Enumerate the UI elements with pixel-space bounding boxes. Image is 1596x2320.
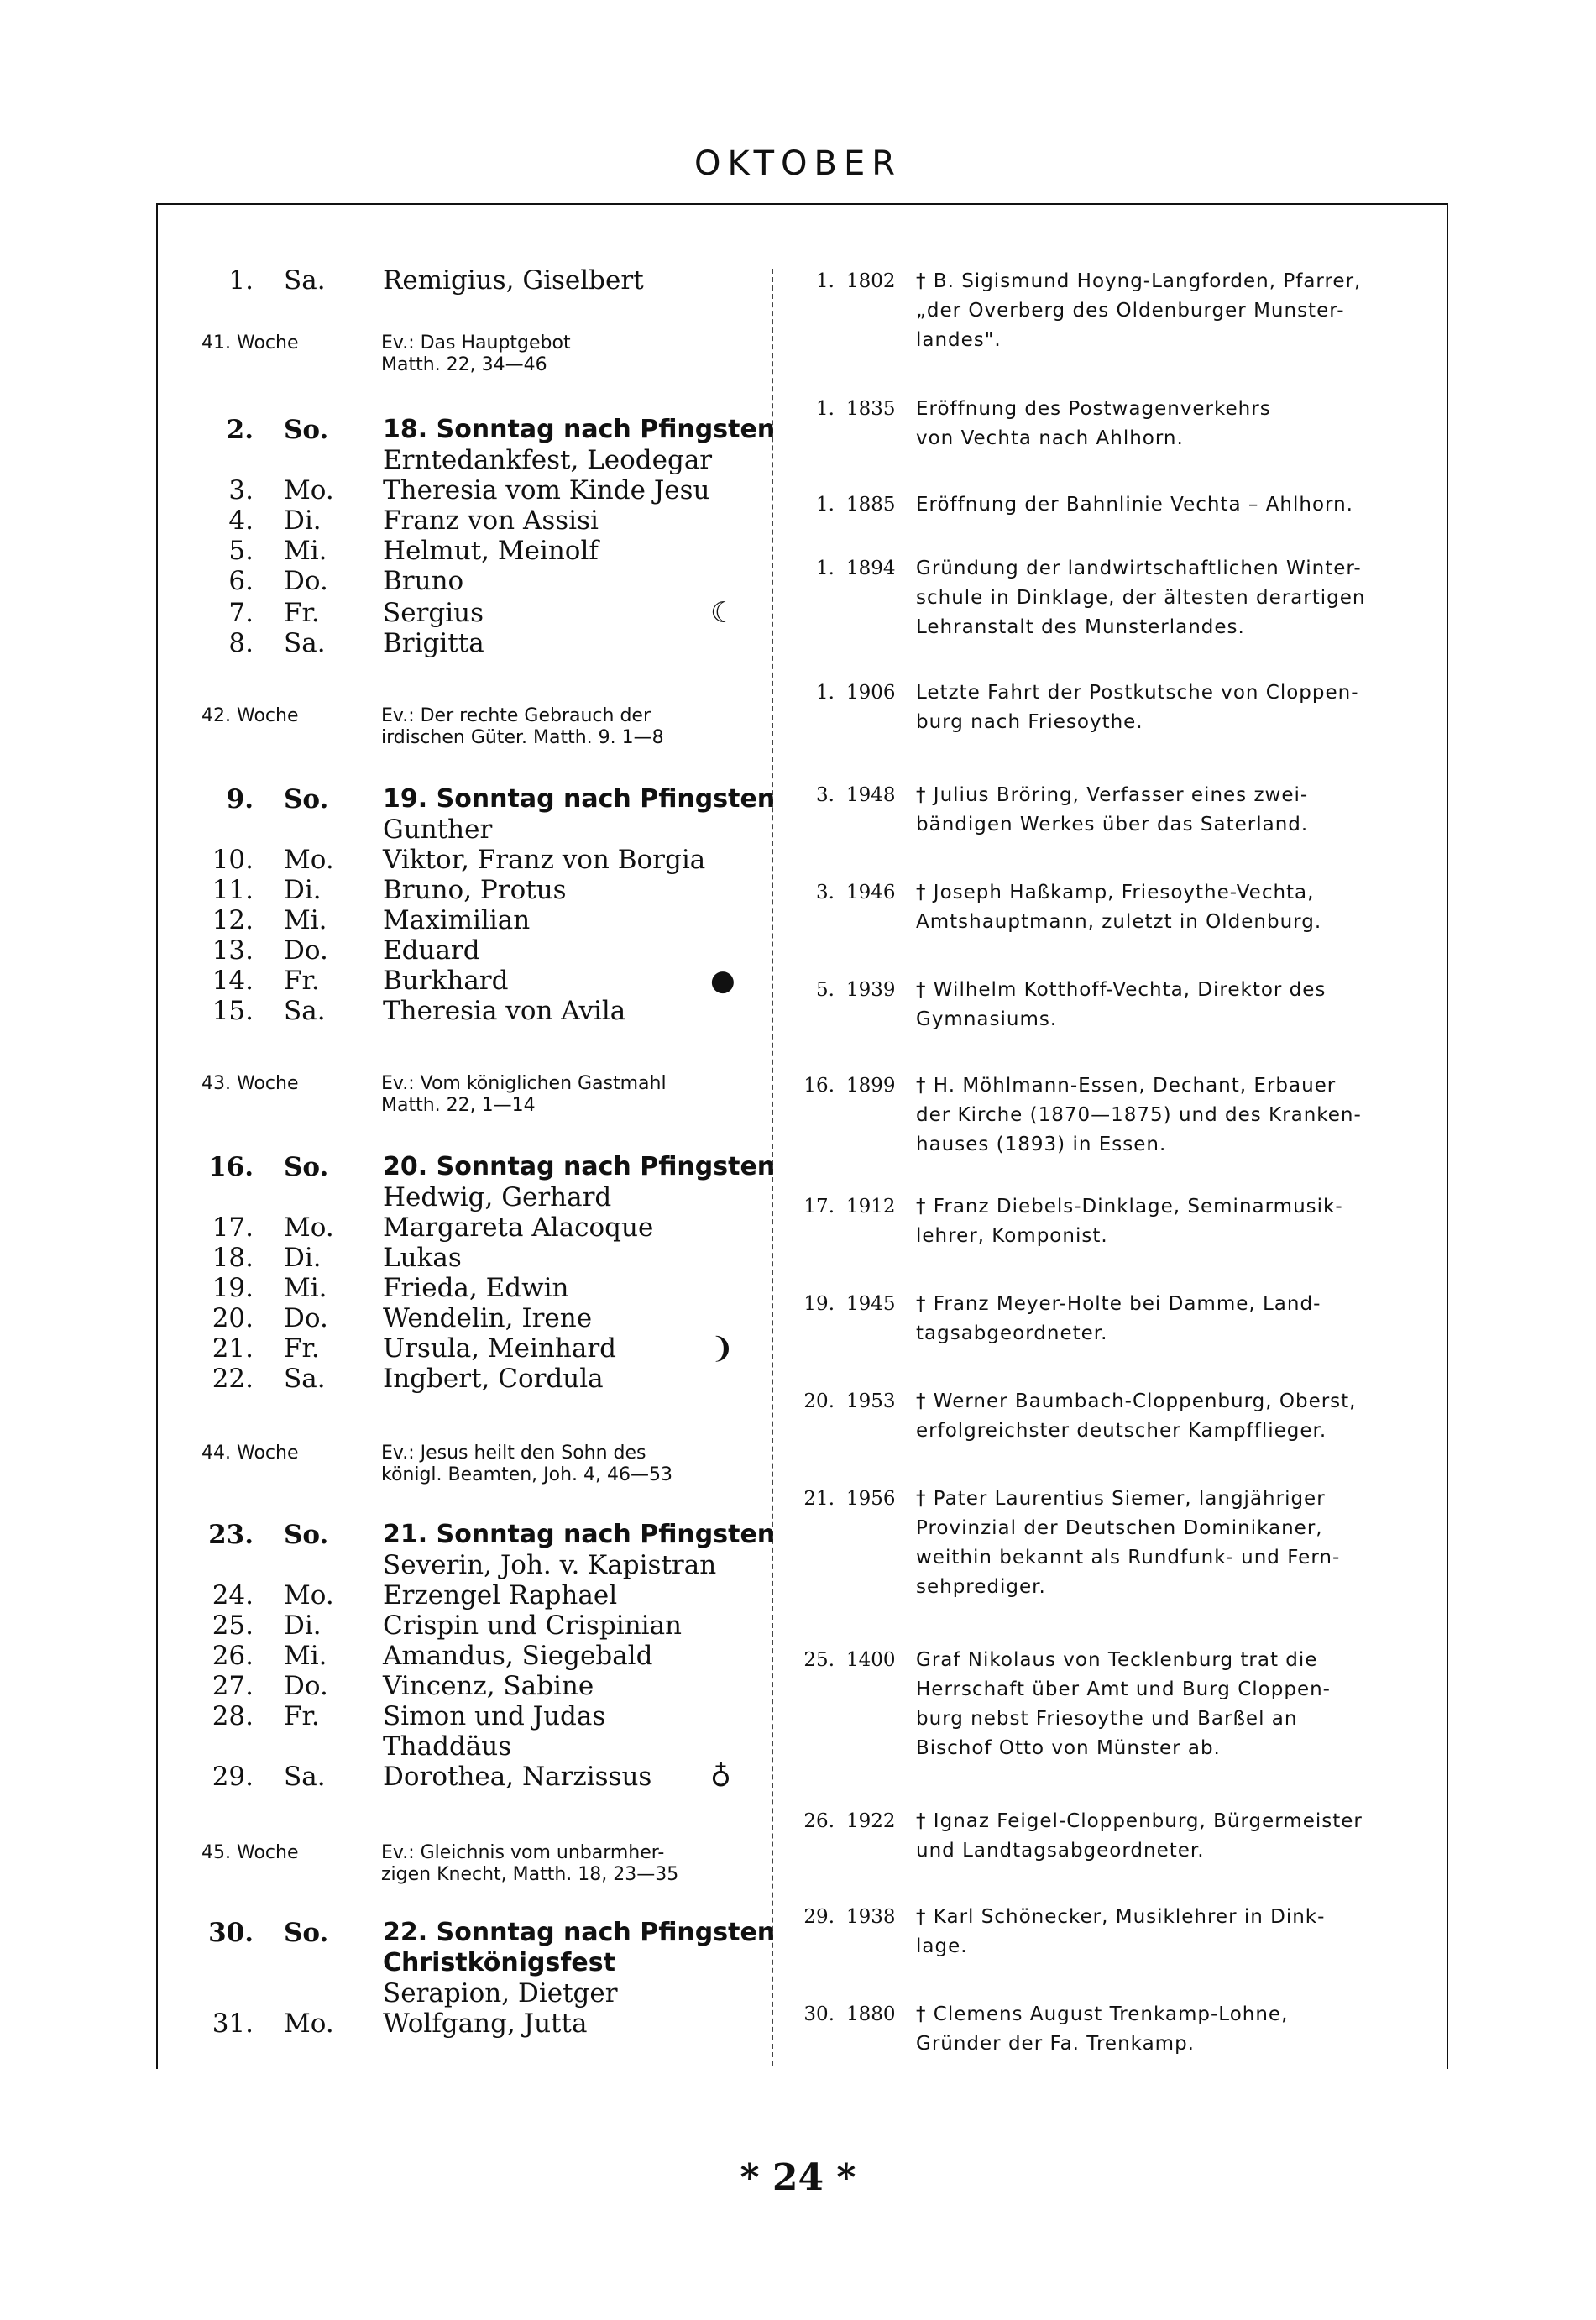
entry-year: 1956: [846, 1488, 896, 1510]
saint-name: Thaddäus: [383, 1731, 512, 1762]
entry-day: 1.: [816, 270, 835, 292]
weekday: Di.: [284, 505, 322, 536]
day-row: [193, 1152, 776, 1182]
day-row: [193, 475, 764, 505]
day-row: [193, 1580, 764, 1610]
moon-phase-icon: ●: [710, 964, 735, 998]
weekday: Mo.: [284, 845, 334, 875]
weekday: Sa.: [284, 1762, 326, 1792]
day-row: [193, 628, 764, 658]
weekday: Mi.: [284, 536, 327, 566]
day-row: [193, 1701, 764, 1731]
day-number: 22.: [212, 1364, 254, 1394]
day-number: 16.: [208, 1152, 254, 1182]
saint-name: Brigitta: [383, 628, 484, 658]
day-number: 27.: [212, 1671, 254, 1701]
saint-name: Helmut, Meinolf: [383, 536, 599, 566]
entry-text: Eröffnung des Postwagenverkehrs von Vechta nach Ahlhorn.: [916, 398, 1271, 449]
day-number: 21.: [212, 1333, 254, 1364]
weekday: Fr.: [284, 598, 320, 628]
day-number: 31.: [212, 2008, 254, 2039]
day-row: [193, 1243, 764, 1273]
saint-name: Franz von Assisi: [383, 505, 599, 536]
saint-name: 20. Sonntag nach Pfingsten: [383, 1152, 776, 1181]
entry-text: † Clemens August Trenkamp-Lohne, Gründer der Fa. Trenkamp.: [916, 2003, 1289, 2055]
weekday: Mi.: [284, 1641, 327, 1671]
day-row: [193, 1273, 764, 1303]
gospel-reference: Ev.: Vom königlichen Gastmahl Matth. 22, 1—14: [381, 1073, 667, 1116]
day-row: [193, 1550, 764, 1580]
entry-day: 29.: [803, 1906, 835, 1928]
entry-day: 1.: [816, 494, 835, 516]
entry-day: 19.: [803, 1293, 835, 1315]
saint-name: 22. Sonntag nach Pfingsten: [383, 1918, 776, 1947]
saint-name: Maximilian: [383, 905, 531, 935]
entry-text: † Franz Diebels-Dinklage, Seminarmusik- lehrer, Komponist.: [916, 1196, 1343, 1247]
day-row: [193, 505, 764, 536]
saint-name: Christkönigsfest: [383, 1948, 615, 1977]
saint-name: Wolfgang, Jutta: [383, 2008, 588, 2039]
day-number: 23.: [208, 1520, 254, 1550]
weekday: Mi.: [284, 905, 327, 935]
weekday: So.: [284, 1918, 329, 1948]
entry-text: † H. Möhlmann-Essen, Dechant, Erbauer der Kirche (1870—1875) und des Kranken- hauses (1893) in Essen.: [916, 1075, 1362, 1155]
weekday: So.: [284, 784, 329, 814]
day-row: [193, 935, 764, 966]
saint-name: 18. Sonntag nach Pfingsten: [383, 415, 776, 444]
saint-name: Amandus, Siegebald: [383, 1641, 653, 1671]
entry-text: Graf Nikolaus von Tecklenburg trat die Herrschaft über Amt und Burg Cloppen- burg nebst Friesoythe und Barßel an Bischof Otto von Münster ab.: [916, 1649, 1331, 1759]
day-row: [193, 1610, 764, 1641]
day-row: [193, 1762, 764, 1792]
saint-name: Wendelin, Irene: [383, 1303, 593, 1333]
page-number: * 24 *: [740, 2156, 856, 2199]
moon-phase-icon: ❩: [710, 1332, 735, 1365]
saint-name: Ursula, Meinhard: [383, 1333, 617, 1364]
day-number: 2.: [226, 415, 254, 445]
entry-year: 1880: [846, 2003, 896, 2025]
day-number: 3.: [228, 475, 254, 505]
day-row: [193, 1731, 764, 1762]
entry-text: Letzte Fahrt der Postkutsche von Cloppen- burg nach Friesoythe.: [916, 682, 1359, 733]
day-row: [193, 845, 764, 875]
weekday: Mo.: [284, 475, 334, 505]
saint-name: Crispin und Crispinian: [383, 1610, 683, 1641]
day-number: 12.: [212, 905, 254, 935]
entry-year: 1885: [846, 494, 896, 516]
saint-name: Erntedankfest, Leodegar: [383, 445, 713, 475]
entry-day: 16.: [803, 1075, 835, 1097]
weekday: So.: [284, 1520, 329, 1550]
day-row: [193, 1978, 764, 2008]
day-row: [193, 875, 764, 905]
moon-phase-icon: ☾: [710, 596, 736, 630]
day-number: 6.: [228, 566, 254, 596]
gospel-reference: Ev.: Der rechte Gebrauch der irdischen Güter. Matth. 9. 1—8: [381, 705, 664, 748]
entry-text: Eröffnung der Bahnlinie Vechta – Ahlhorn.: [916, 494, 1353, 516]
day-number: 18.: [212, 1243, 254, 1273]
weekday: Do.: [284, 1671, 328, 1701]
weekday: Mo.: [284, 1580, 334, 1610]
week-label: 43. Woche: [201, 1073, 299, 1094]
day-number: 5.: [228, 536, 254, 566]
day-number: 10.: [212, 845, 254, 875]
saint-name: Bruno, Protus: [383, 875, 567, 905]
saint-name: Gunther: [383, 814, 493, 845]
day-row: [193, 598, 764, 628]
day-number: 30.: [208, 1918, 254, 1948]
entry-text: † Joseph Haßkamp, Friesoythe-Vechta, Amtshauptmann, zuletzt in Oldenburg.: [916, 882, 1322, 933]
weekday: Di.: [284, 875, 322, 905]
weekday: Sa.: [284, 1364, 326, 1394]
entry-text: † Karl Schönecker, Musiklehrer in Dink- lage.: [916, 1906, 1326, 1957]
day-row: [193, 996, 764, 1026]
moon-phase-icon: ♁: [710, 1760, 731, 1794]
day-number: 29.: [212, 1762, 254, 1792]
weekday: Do.: [284, 1303, 328, 1333]
entry-year: 1912: [846, 1196, 896, 1218]
day-row: [193, 2008, 764, 2039]
entry-text: † Julius Bröring, Verfasser eines zwei- bändigen Werkes über das Saterland.: [916, 784, 1309, 835]
gospel-reference: Ev.: Jesus heilt den Sohn des königl. Beamten, Joh. 4, 46—53: [381, 1443, 673, 1485]
day-row: [193, 1671, 764, 1701]
saint-name: Simon und Judas: [383, 1701, 606, 1731]
week-label: 42. Woche: [201, 705, 299, 726]
entry-text: † Pater Laurentius Siemer, langjähriger Provinzial der Deutschen Dominikaner, weithin bekannt als Rundfunk- und Fern- sehprediger.: [916, 1488, 1341, 1598]
day-row: [193, 1182, 764, 1212]
day-row: [193, 905, 764, 935]
entry-day: 25.: [803, 1649, 835, 1671]
saint-name: Frieda, Edwin: [383, 1273, 569, 1303]
weekday: Mo.: [284, 1212, 334, 1243]
saint-name: 21. Sonntag nach Pfingsten: [383, 1520, 776, 1549]
saint-name: Eduard: [383, 935, 480, 966]
saint-name: Vincenz, Sabine: [383, 1671, 594, 1701]
entry-year: 1946: [846, 882, 896, 903]
weekday: So.: [284, 1152, 329, 1182]
entry-day: 26.: [803, 1810, 835, 1832]
day-number: 14.: [212, 966, 254, 996]
day-number: 25.: [212, 1610, 254, 1641]
entry-day: 20.: [803, 1390, 835, 1412]
weekday: Fr.: [284, 1701, 320, 1731]
weekday: Do.: [284, 566, 328, 596]
saint-name: Bruno: [383, 566, 464, 596]
week-label: 45. Woche: [201, 1842, 299, 1863]
day-number: 15.: [212, 996, 254, 1026]
entry-year: 1939: [846, 979, 896, 1001]
day-row: [193, 784, 776, 814]
weekday: Sa.: [284, 265, 326, 296]
day-row: [193, 415, 776, 445]
weekday: Fr.: [284, 1333, 320, 1364]
saint-name: Hedwig, Gerhard: [383, 1182, 612, 1212]
entry-text: † Franz Meyer-Holte bei Damme, Land- tagsabgeordneter.: [916, 1293, 1321, 1344]
day-number: 28.: [212, 1701, 254, 1731]
weekday: So.: [284, 415, 329, 445]
entry-year: 1948: [846, 784, 896, 806]
day-row: [193, 814, 764, 845]
weekday: Do.: [284, 935, 328, 966]
entry-year: 1945: [846, 1293, 896, 1315]
entry-year: 1899: [846, 1075, 896, 1097]
day-row: [193, 1333, 764, 1364]
entry-year: 1802: [846, 270, 896, 292]
entry-day: 17.: [803, 1196, 835, 1218]
gospel-reference: Ev.: Gleichnis vom unbarmher- zigen Knecht, Matth. 18, 23—35: [381, 1842, 679, 1885]
page-title: OKTOBER: [693, 144, 903, 183]
entry-day: 30.: [803, 2003, 835, 2025]
day-number: 4.: [228, 505, 254, 536]
entry-text: † Wilhelm Kotthoff-Vechta, Direktor des Gymnasiums.: [916, 979, 1327, 1030]
day-number: 26.: [212, 1641, 254, 1671]
day-row: [193, 1918, 776, 1948]
day-row: [193, 1641, 764, 1671]
saint-name: Theresia vom Kinde Jesu: [383, 475, 710, 505]
day-row: [193, 1212, 764, 1243]
day-row: [193, 566, 764, 596]
day-row: [193, 1303, 764, 1333]
day-row: [193, 445, 764, 475]
day-row: [193, 265, 764, 296]
saint-name: Severin, Joh. v. Kapistran: [383, 1550, 717, 1580]
entry-text: Gründung der landwirtschaftlichen Winter- schule in Dinklage, der ältesten derartigen Lehranstalt des Munsterlandes.: [916, 558, 1366, 638]
saint-name: Theresia von Avila: [383, 996, 626, 1026]
saint-name: Erzengel Raphael: [383, 1580, 618, 1610]
entry-day: 21.: [803, 1488, 835, 1510]
day-number: 7.: [228, 598, 254, 628]
day-number: 11.: [212, 875, 254, 905]
entry-year: 1953: [846, 1390, 896, 1412]
entry-year: 1938: [846, 1906, 896, 1928]
day-number: 1.: [228, 265, 254, 296]
entry-text: † Werner Baumbach-Cloppenburg, Oberst, erfolgreichster deutscher Kampfflieger.: [916, 1390, 1357, 1442]
day-row: [193, 1948, 764, 1978]
weekday: Sa.: [284, 996, 326, 1026]
saint-name: 19. Sonntag nach Pfingsten: [383, 784, 776, 814]
weekday: Mo.: [284, 2008, 334, 2039]
day-row: [193, 1364, 764, 1394]
entry-text: † B. Sigismund Hoyng-Langforden, Pfarrer, „der Overberg des Oldenburger Munster- landes".: [916, 270, 1362, 351]
entry-year: 1906: [846, 682, 896, 704]
weekday: Mi.: [284, 1273, 327, 1303]
day-number: 17.: [212, 1212, 254, 1243]
day-row: [193, 966, 764, 996]
entry-day: 1.: [816, 558, 835, 579]
weekday: Sa.: [284, 628, 326, 658]
saint-name: Ingbert, Cordula: [383, 1364, 604, 1394]
saint-name: Lukas: [383, 1243, 462, 1273]
entry-year: 1835: [846, 398, 896, 420]
saint-name: Serapion, Dietger: [383, 1978, 618, 2008]
week-label: 44. Woche: [201, 1443, 299, 1464]
day-number: 24.: [212, 1580, 254, 1610]
entry-year: 1894: [846, 558, 896, 579]
day-number: 8.: [228, 628, 254, 658]
day-number: 13.: [212, 935, 254, 966]
week-label: 41. Woche: [201, 333, 299, 353]
day-row: [193, 1520, 776, 1550]
day-number: 9.: [226, 784, 254, 814]
entry-day: 1.: [816, 398, 835, 420]
entry-year: 1400: [846, 1649, 896, 1671]
weekday: Di.: [284, 1243, 322, 1273]
day-number: 19.: [212, 1273, 254, 1303]
saint-name: Dorothea, Narzissus: [383, 1762, 652, 1792]
saint-name: Sergius: [383, 598, 484, 628]
weekday: Fr.: [284, 966, 320, 996]
entry-day: 1.: [816, 682, 835, 704]
gospel-reference: Ev.: Das Hauptgebot Matth. 22, 34—46: [381, 333, 571, 375]
entry-day: 5.: [816, 979, 835, 1001]
entry-text: † Ignaz Feigel-Cloppenburg, Bürgermeister und Landtagsabgeordneter.: [916, 1810, 1363, 1862]
entry-day: 3.: [816, 882, 835, 903]
saint-name: Burkhard: [383, 966, 509, 996]
entry-year: 1922: [846, 1810, 896, 1832]
saint-name: Remigius, Giselbert: [383, 265, 644, 296]
entry-day: 3.: [816, 784, 835, 806]
saint-name: Margareta Alacoque: [383, 1212, 654, 1243]
weekday: Di.: [284, 1610, 322, 1641]
day-row: [193, 536, 764, 566]
saint-name: Viktor, Franz von Borgia: [383, 845, 706, 875]
day-number: 20.: [212, 1303, 254, 1333]
